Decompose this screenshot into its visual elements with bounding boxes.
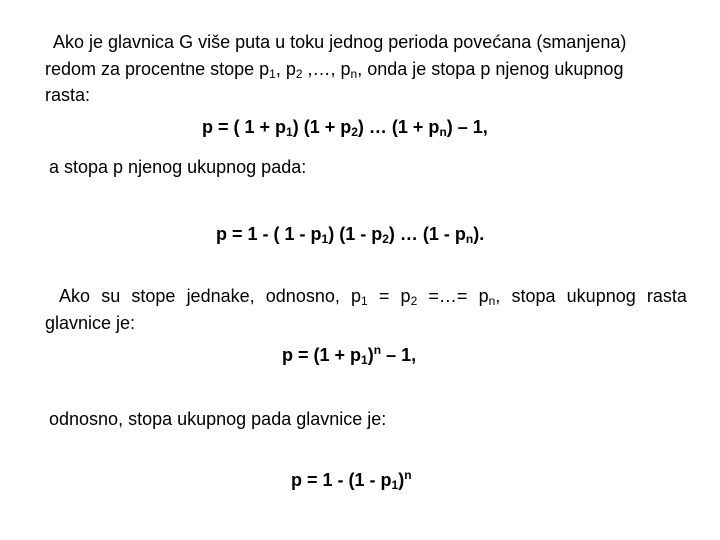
text: , p	[275, 59, 296, 79]
para3-line2	[45, 312, 135, 334]
subscript: 1	[269, 67, 276, 81]
text: )	[398, 470, 405, 490]
para3-line1	[59, 285, 687, 307]
formula-equal-growth	[282, 344, 416, 366]
subscript: n	[439, 125, 447, 139]
subscript: n	[350, 67, 358, 81]
subscript: 2	[382, 232, 389, 246]
word: rasta	[646, 286, 687, 306]
word: stopa	[511, 286, 556, 306]
subscript: 1	[361, 353, 368, 367]
subscript: 2	[351, 125, 358, 139]
word: stope	[131, 286, 176, 306]
text: ) – 1,	[446, 117, 488, 137]
word	[479, 285, 501, 307]
subscript: 2	[295, 67, 303, 81]
text: Ako je glavnica G više puta u toku jednog perioda povećana (smanjena)	[53, 32, 627, 52]
text: p	[478, 286, 489, 306]
formula-total-growth	[202, 116, 488, 138]
para2-line	[49, 156, 306, 178]
subscript: 1	[286, 125, 293, 139]
subscript: n	[465, 232, 474, 246]
subscript: n	[488, 294, 496, 308]
text: p	[351, 286, 362, 306]
text: p	[400, 286, 411, 306]
para1-line3	[45, 84, 90, 106]
text: glavnice je:	[45, 313, 136, 333]
text: – 1,	[381, 345, 417, 365]
text: ) … (1 - p	[388, 224, 466, 244]
word: =	[378, 286, 390, 306]
text: ,	[495, 286, 501, 306]
word: ukupnog	[566, 286, 636, 306]
text: redom za procentne stope p	[45, 59, 270, 79]
text: ) (1 + p	[292, 117, 352, 137]
word	[401, 285, 418, 307]
text: p = ( 1 + p	[202, 117, 287, 137]
formula-equal-decline	[291, 469, 412, 491]
text: , onda je stopa p njenog ukupnog	[357, 59, 624, 79]
formula-total-decline	[216, 223, 484, 245]
text: p = (1 + p	[282, 345, 362, 365]
text: ) (1 - p	[328, 224, 383, 244]
superscript: n	[373, 343, 382, 357]
text: )	[367, 345, 374, 365]
text: ) … (1 + p	[357, 117, 440, 137]
text: =…=	[428, 286, 468, 306]
word	[351, 285, 368, 307]
word: jednake,	[186, 286, 255, 306]
word: odnosno,	[265, 286, 340, 306]
text: odnosno, stopa ukupnog pada glavnice je:	[49, 409, 387, 429]
para4-line	[49, 408, 386, 430]
subscript: 1	[361, 294, 368, 308]
para1-line1	[53, 31, 626, 53]
text: ,…, p	[302, 59, 351, 79]
text: a stopa p njenog ukupnog pada:	[49, 157, 307, 177]
subscript: 2	[410, 294, 418, 308]
word: su	[101, 286, 121, 306]
text: p = 1 - ( 1 - p	[216, 224, 322, 244]
text: p = 1 - (1 - p	[291, 470, 392, 490]
subscript: 1	[321, 232, 329, 246]
para1-line2	[45, 58, 623, 80]
word	[428, 285, 467, 307]
superscript: n	[404, 468, 412, 482]
subscript: 1	[391, 478, 399, 492]
text: rasta:	[45, 85, 91, 105]
text: ).	[473, 224, 485, 244]
word: Ako	[59, 286, 91, 306]
